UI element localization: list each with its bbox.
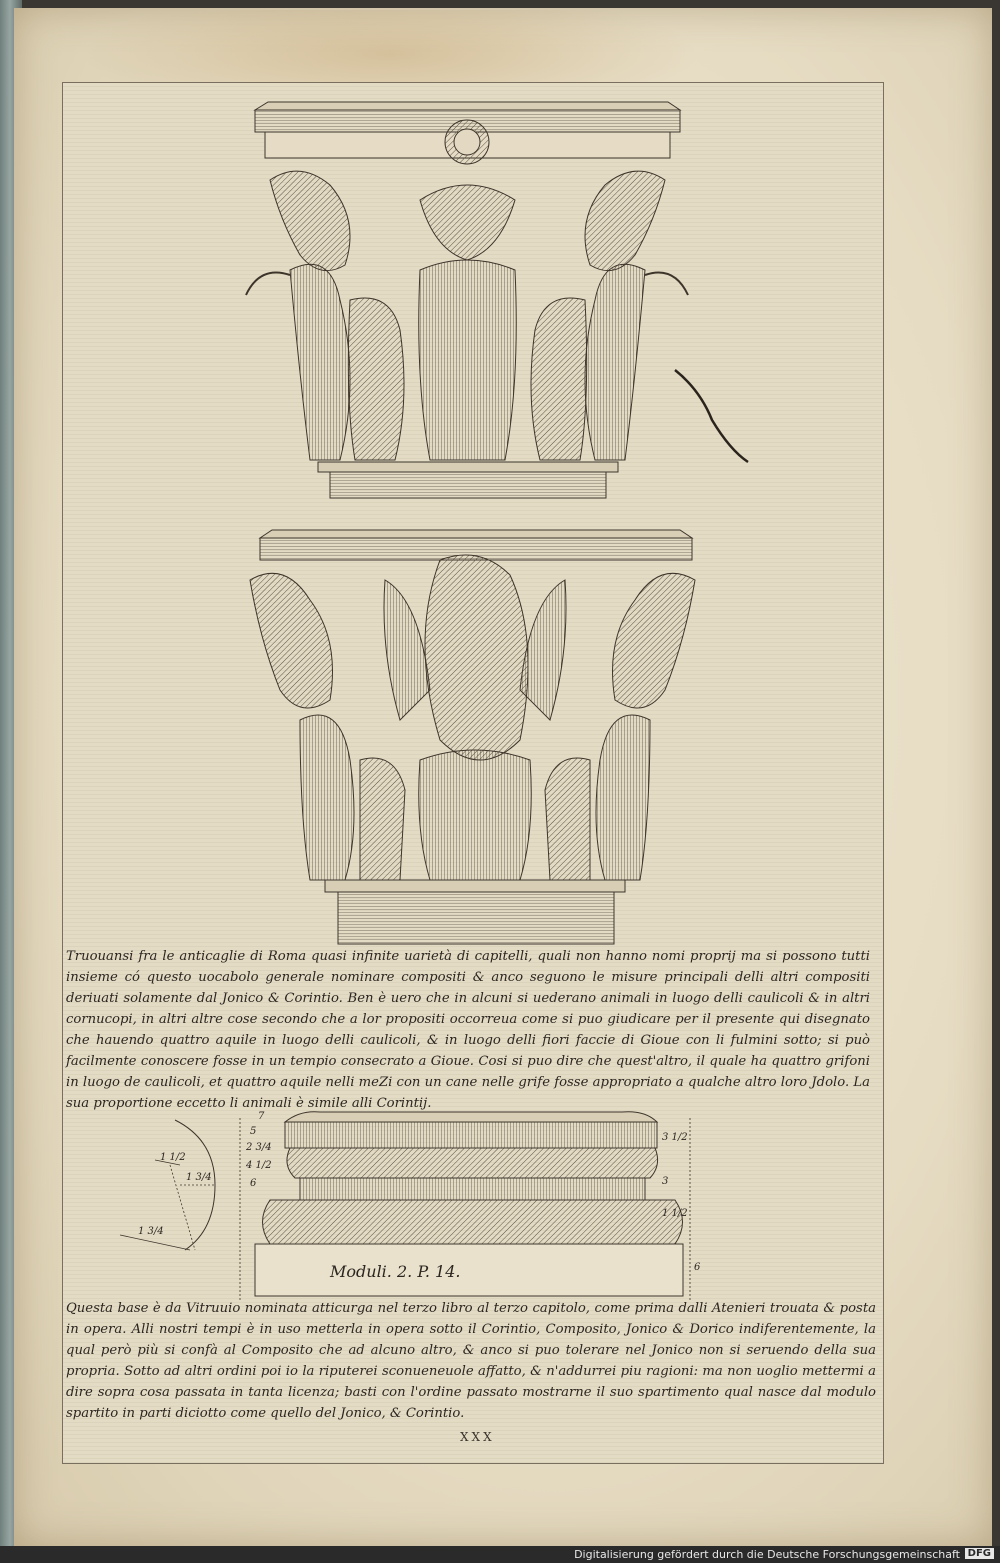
base-description <box>66 1298 876 1424</box>
scale-left-3: 4 1/2 <box>246 1160 272 1171</box>
scale-right-0: 3 1/2 <box>662 1132 688 1143</box>
scale-right-3: 6 <box>694 1262 701 1273</box>
dfg-logo-icon: DFG <box>965 1548 994 1559</box>
base-description-text: Questa base è da Vitruuio nominata atticurga nel terzo libro al terzo capitolo, come prima dalli Atenieri trouata & posta in opera. Alli nostri tempi è in uso metterla in opera sotto il Corintio, Composito, Jonico & Dorico indiferentemente, la qual però più si confà al Composito che ad alcuno altro, & anco si puo tolerare nel Jonico non si seruendo della sua propria. Sotto ad altri ordini poi io la riputerei sconueneuole affatto, & n'addurrei piu ragioni: ma non uoglio mettermi a dire sopra cosa passata in tanta licenza; basti con l'ordine passato mostrarne il suo spartimento qual nasce dal modulo spartito in parti diciotto come quello del Jonico, & Corintio. <box>66 1301 876 1421</box>
scale-right-2: 1 1/2 <box>662 1208 688 1219</box>
scale-left-0: 7 <box>258 1111 265 1122</box>
capital-description-text: Truouansi fra le anticaglie di Roma quasi infinite uarietà di capitelli, quali non hanno nomi proprij ma si possono tutti insieme có questo uocabolo generale nominare compositi & anco seguono le misure principali delli altri compositi deriuati solamente dal Jonico & Corintio. Ben è uero che in alcuni si uederano animali in luogo delli caulicoli & in altri cornucopi, in altri altre cose secondo che a lor propositi occorreua come si puo giudicare per il presente qui disegnato che hauendo quattro aquile in luogo delli caulicoli, & in luogo delli fiori faccie di Gioue con li fulmini sotto; si può facilmente conoscere fosse in un tempio consecrato a Gioue. Cosi si puo dire che quest'altro, il quale ha quattro grifoni in luogo de caulicoli, et quattro aquile nelli meZi con un cane nelle grife fosse appropriato a qualche altro loro Jdolo. La sua proportione eccetto li animali è simile alli Corintij. <box>66 949 870 1111</box>
composite-capital-eagles <box>246 102 688 498</box>
attic-base <box>240 1112 690 1300</box>
capital-description <box>66 946 870 1114</box>
scale-right-1: 3 <box>662 1176 669 1187</box>
scale-left-1: 5 <box>250 1126 257 1137</box>
scale-left-2: 2 3/4 <box>246 1142 272 1153</box>
composite-capital-griffins <box>250 530 695 944</box>
scale-left-4: 6 <box>250 1178 257 1189</box>
page-tear-mark <box>675 370 748 462</box>
footer-credit: Digitalisierung gefördert durch die Deutsche Forschungsgemeinschaft <box>574 1548 960 1561</box>
profile-construction-diagram <box>120 1120 215 1250</box>
folio-number: XXX <box>460 1430 495 1444</box>
profile-label-1: 1 3/4 <box>186 1172 212 1183</box>
profile-label-0: 1 1/2 <box>160 1152 186 1163</box>
profile-label-2: 1 3/4 <box>138 1226 164 1237</box>
module-label: Moduli. 2. P. 14. <box>330 1262 461 1281</box>
